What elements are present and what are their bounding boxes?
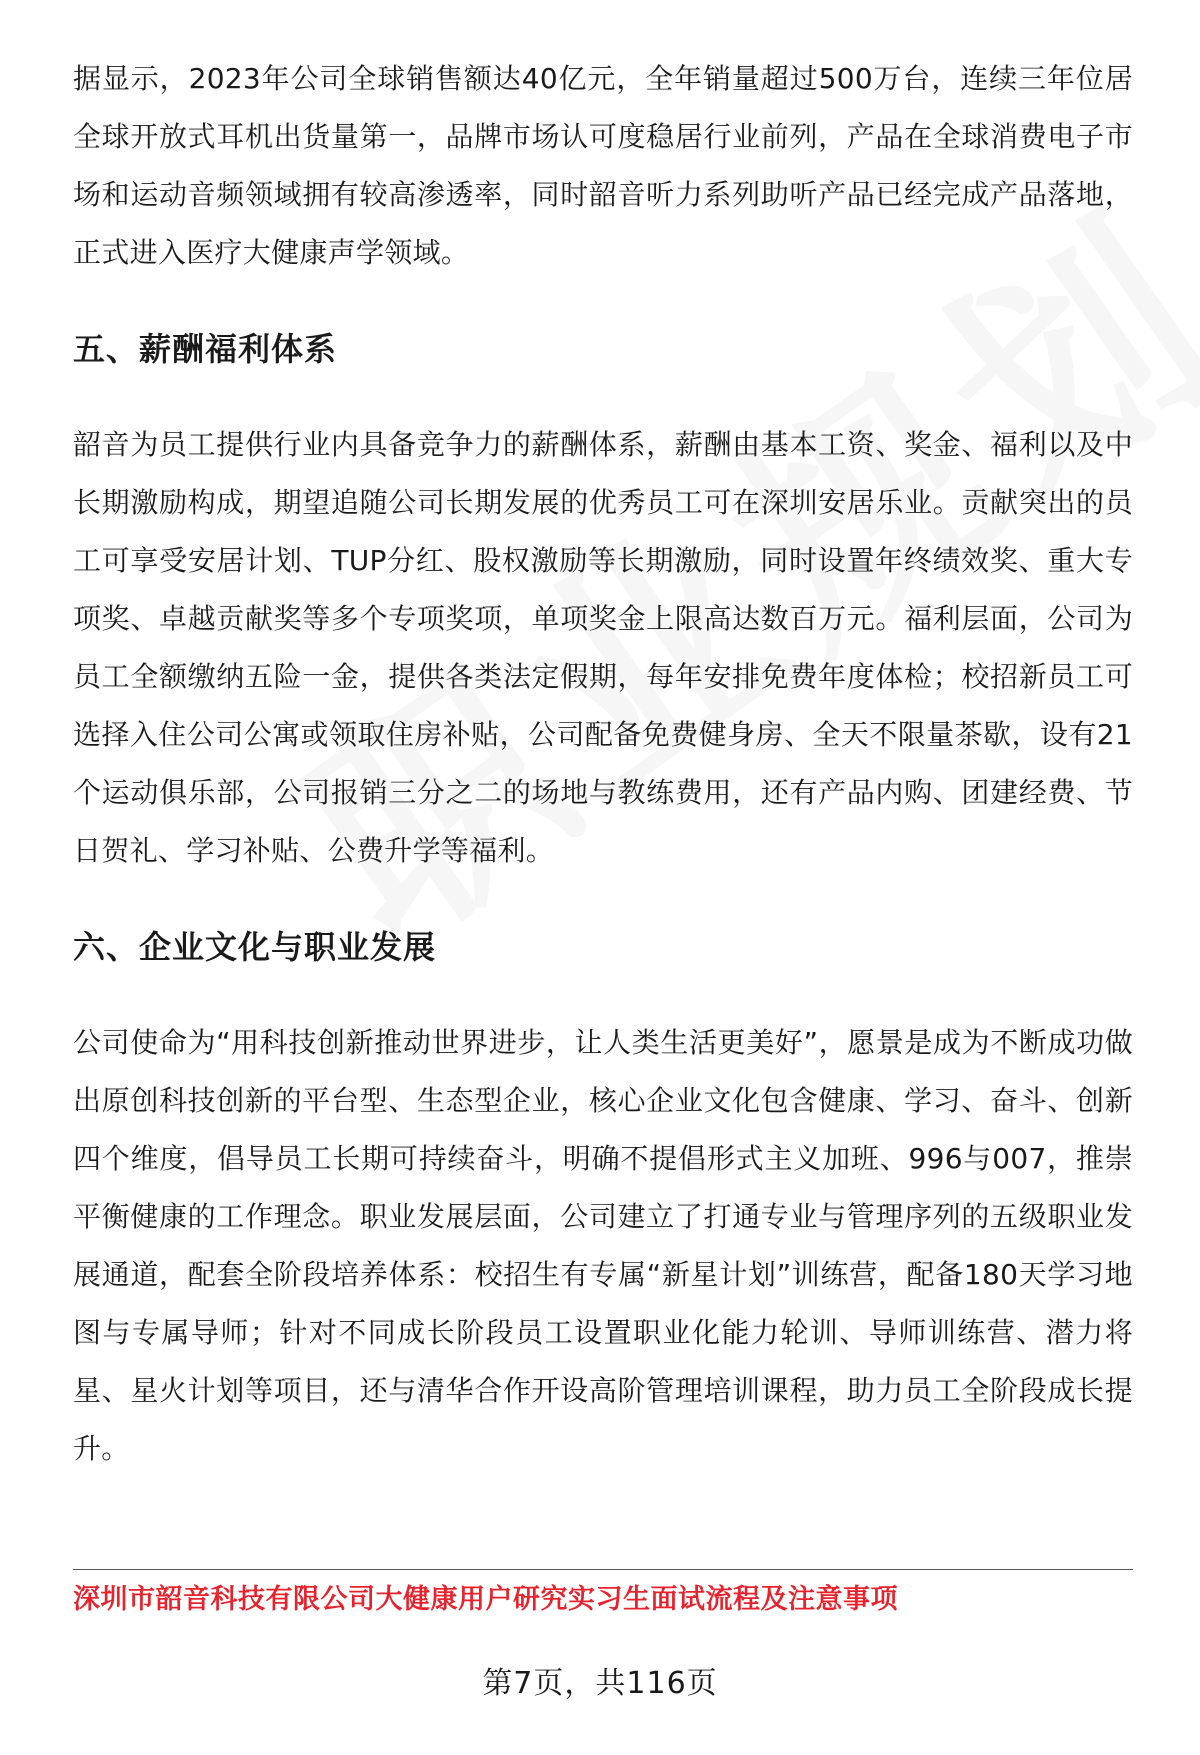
- intro-paragraph: 据显示，2023年公司全球销售额达40亿元，全年销量超过500万台，连续三年位居全球开放式耳机出货量第一，品牌市场认可度稳居行业前列，产品在全球消费电子市场和运动音频领域拥有较高渗透率，同时韶音听力系列助听产品已经完成产品落地，正式进入医疗大健康声学领域。: [73, 62, 1133, 269]
- footer-divider: [73, 1569, 1133, 1570]
- section-body-compensation: 韶音为员工提供行业内具备竞争力的薪酬体系，薪酬由基本工资、奖金、福利以及中长期激励构成，期望追随公司长期发展的优秀员工可在深圳安居乐业。贡献突出的员工可享受安居计划、TUP分红、股权激励等长期激励，同时设置年终绩效奖、重大专项奖、卓越贡献奖等多个专项奖项，单项奖金上限高达数百万元。福利层面，公司为员工全额缴纳五险一金，提供各类法定假期，每年安排免费年度体检；校招新员工可选择入住公司公寓或领取住房补贴，公司配备免费健身房、全天不限量茶歇，设有21个运动俱乐部，公司报销三分之二的场地与教练费用，还有产品内购、团建经费、节日贺礼、学习补贴、公费升学等福利。: [73, 428, 1133, 867]
- section-body-culture: 公司使命为“用科技创新推动世界进步，让人类生活更美好”，愿景是成为不断成功做出原创科技创新的平台型、生态型企业，核心企业文化包含健康、学习、奋斗、创新四个维度，倡导员工长期可持续奋斗，明确不提倡形式主义加班、996与007，推崇平衡健康的工作理念。职业发展层面，公司建立了打通专业与管理序列的五级职业发展通道，配套全阶段培养体系：校招生有专属“新星计划”训练营，配备180天学习地图与专属导师；针对不同成长阶段员工设置职业化能力轮训、导师训练营、潜力将星、星火计划等项目，还与清华合作开设高阶管理培训课程，助力员工全阶段成长提升。: [73, 1026, 1133, 1465]
- page-content: [73, 50, 1133, 1478]
- section-heading-compensation: 五、薪酬福利体系: [73, 330, 338, 368]
- page-number: 第7页，共116页: [482, 1666, 718, 1701]
- section-heading-culture: 六、企业文化与职业发展: [73, 928, 437, 966]
- footer-title: 深圳市韶音科技有限公司大健康用户研究实习生面试流程及注意事项: [73, 1584, 898, 1615]
